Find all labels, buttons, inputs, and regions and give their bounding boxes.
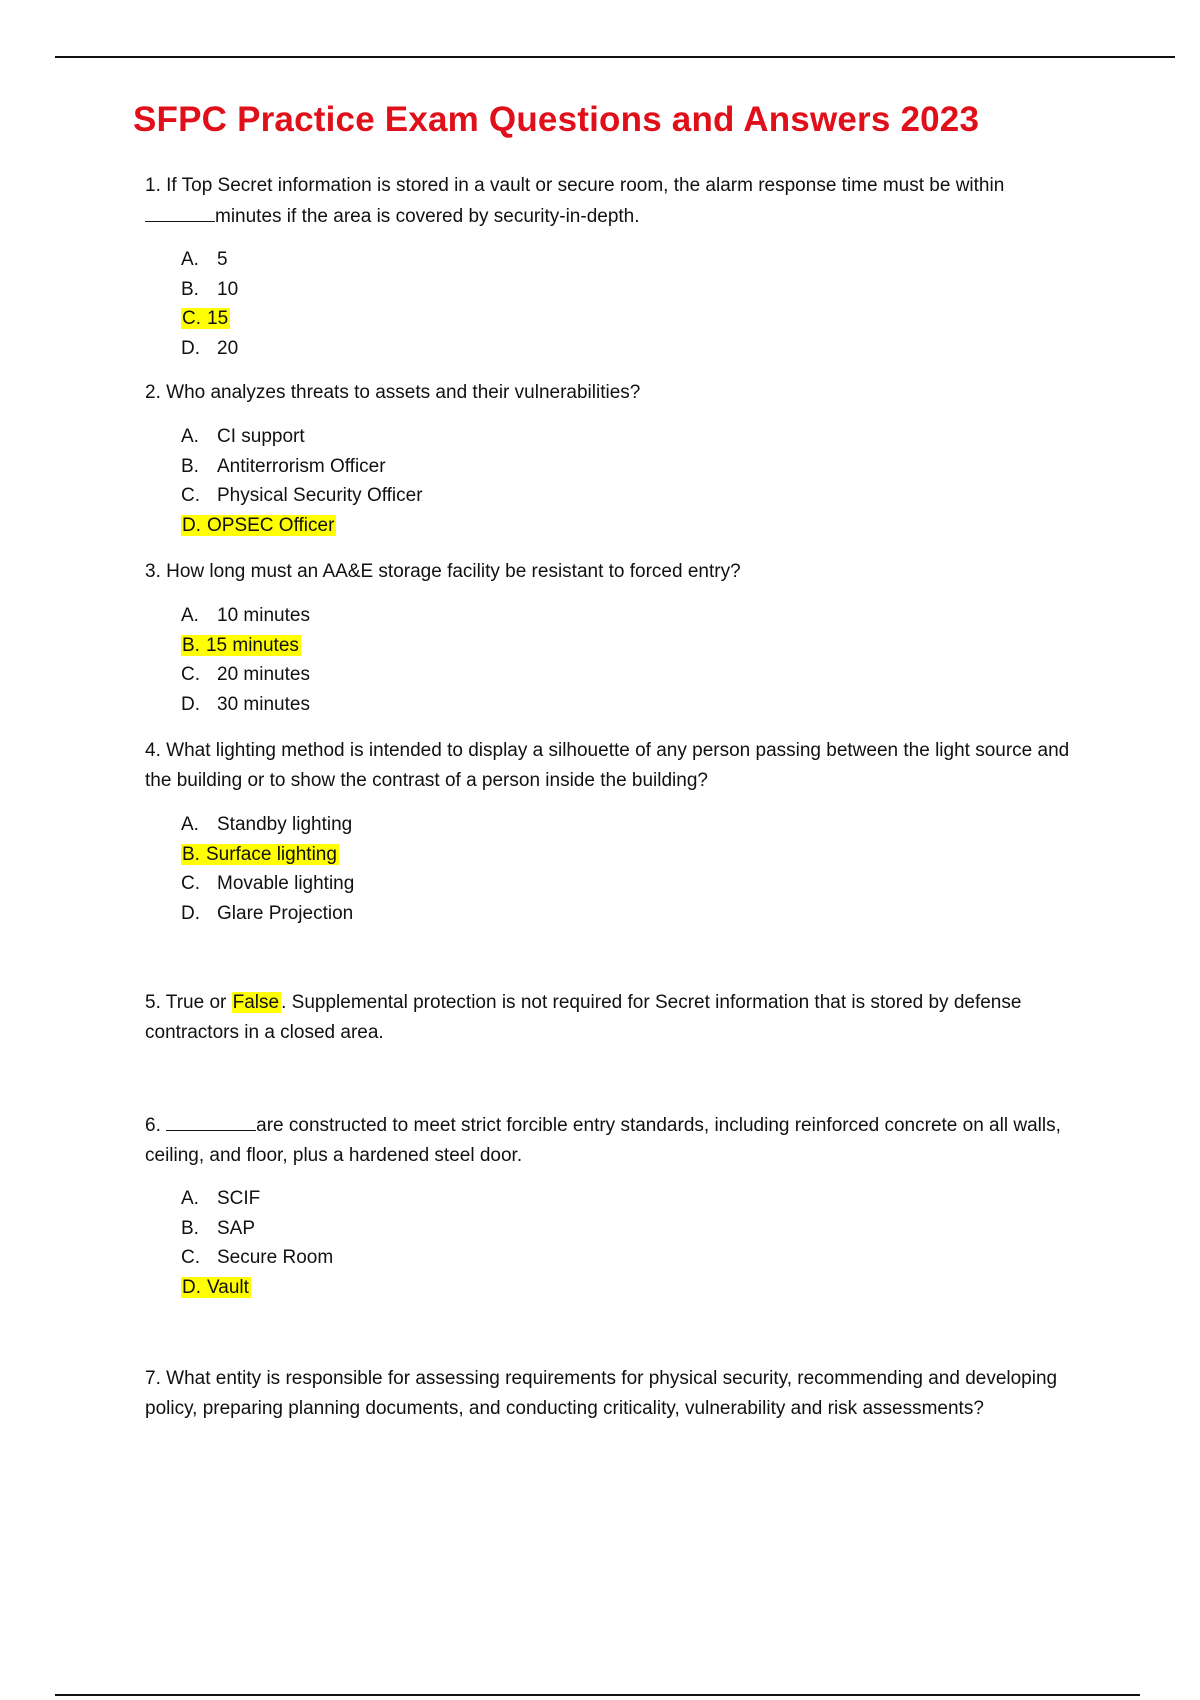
answer-blank — [166, 1110, 256, 1131]
option-b: B. Antiterrorism Officer — [181, 455, 386, 477]
question-3: 3. How long must an AA&E storage facility be resistant to forced entry? — [145, 561, 741, 582]
question-text: are constructed to meet strict forcible entry standards, including reinforced concrete on all walls, ceiling, and floor, plus a hardened steel door. — [145, 1115, 1061, 1166]
options-q6 — [181, 1184, 333, 1302]
question-1: 1. If Top Secret information is stored in a vault or secure room, the alarm response time must be within minutes if the area is covered by security-in-depth. — [145, 175, 1005, 227]
options-q2 — [181, 422, 423, 540]
option-d: D. Glare Projection — [181, 902, 354, 924]
options-q1 — [181, 245, 238, 363]
option-d: D. 20 — [181, 337, 239, 359]
answer-highlight: C. 15 — [182, 308, 229, 329]
option-c: C. Secure Room — [181, 1247, 334, 1268]
option-b-correct — [181, 840, 354, 870]
question-6: 6. are constructed to meet strict forcible entry standards, including reinforced concrete on all walls, ceiling, and floor, plus a hardened steel door. — [145, 1110, 1085, 1171]
question-2: 2. Who analyzes threats to assets and their vulnerabilities? — [145, 382, 641, 403]
option-a: A. 10 minutes — [181, 605, 310, 626]
answer-highlight: False — [232, 992, 280, 1013]
option-a: A. SCIF — [181, 1188, 261, 1209]
question-text: If Top Secret information is stored in a vault or secure room, the alarm response time must be within — [166, 175, 1005, 196]
question-4: 4. What lighting method is intended to display a silhouette of any person passing between the light source and the building or to show the contrast of a person inside the building? — [145, 740, 1070, 791]
option-b-correct — [181, 631, 310, 661]
page-title: SFPC Practice Exam Questions and Answers 2023 — [133, 100, 980, 139]
question-7: 7. What entity is responsible for assessing requirements for physical security, recommending and developing policy, preparing planning documents, and conducting criticality, vulnerability and risk assessments? — [145, 1368, 1058, 1419]
question-text: Who analyzes threats to assets and their vulnerabilities? — [166, 382, 641, 403]
option-d-correct — [181, 1273, 333, 1303]
option-c: C. 20 minutes — [181, 664, 310, 685]
answer-highlight: B. Surface lighting — [182, 843, 337, 865]
option-d-correct — [181, 511, 423, 541]
options-q3 — [181, 601, 310, 719]
option-a: A. 5 — [181, 249, 228, 270]
option-b: B. 10 — [181, 278, 239, 300]
header-rule — [55, 56, 1175, 58]
option-a: A. CI support — [181, 426, 305, 447]
options-q4 — [181, 810, 354, 928]
option-c: C. Movable lighting — [181, 873, 355, 894]
option-a: A. Standby lighting — [181, 814, 353, 835]
question-text: How long must an AA&E storage facility be resistant to forced entry? — [166, 561, 741, 582]
answer-highlight: B. 15 minutes — [182, 634, 299, 656]
option-c-correct — [181, 304, 238, 334]
question-text: What entity is responsible for assessing requirements for physical security, recommending and developing policy, preparing planning documents, and conducting criticality, vulnerability and risk assessments? — [145, 1368, 1058, 1419]
option-b: B. SAP — [181, 1217, 256, 1239]
question-text: What lighting method is intended to display a silhouette of any person passing between the light source and the building or to show the contrast of a person inside the building? — [145, 740, 1070, 791]
option-d: D. 30 minutes — [181, 693, 310, 715]
option-c: C. Physical Security Officer — [181, 485, 423, 506]
question-5: 5. True or False . Supplemental protection is not required for Secret information that is stored by defense contractors in a closed area. — [145, 992, 1022, 1043]
answer-highlight: D. OPSEC Officer — [182, 514, 335, 536]
footer-rule — [55, 1694, 1140, 1696]
answer-blank — [145, 201, 215, 222]
answer-highlight: D. Vault — [182, 1276, 249, 1298]
